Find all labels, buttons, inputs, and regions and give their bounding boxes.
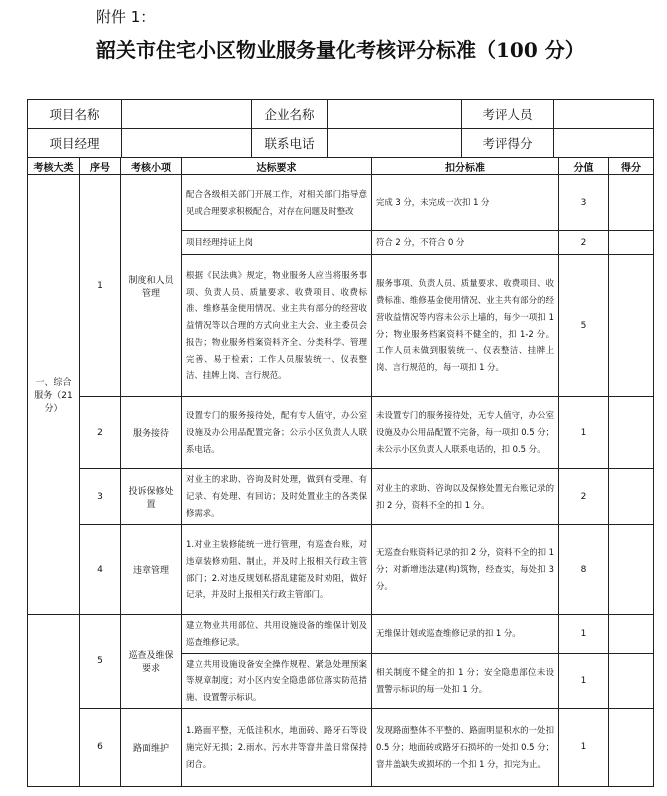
table-header-row [28,158,654,175]
col-score: 得分 [609,158,654,175]
points-value: 3 [559,175,609,231]
col-points: 分值 [559,158,609,175]
deduction-text: 符合 2 分，不符合 0 分 [372,231,559,255]
table-row [28,525,654,615]
project-manager-label: 项目经理 [28,129,122,158]
item-name: 投诉保修处置 [121,469,182,525]
col-deduction: 扣分标准 [372,158,559,175]
points-value: 2 [559,231,609,255]
item-name: 巡查及维保要求 [121,615,182,709]
phone-label: 联系电话 [252,129,328,158]
row-number: 4 [80,525,121,615]
score-input[interactable] [609,615,654,654]
company-name-field[interactable] [328,100,462,129]
col-no: 序号 [80,158,121,175]
score-input[interactable] [609,255,654,397]
category-cell-empty [28,615,80,787]
row-number: 2 [80,397,121,469]
project-manager-field[interactable] [122,129,252,158]
requirement-text: 设置专门的服务接待处，配有专人值守，办公室设施及办公用品配置完备；公示小区负责人人联系电话。 [182,397,372,469]
points-value: 1 [559,653,609,708]
table-row [28,615,654,654]
page-title: 韶关市住宅小区物业服务量化考核评分标准（100 分） [96,38,585,62]
info-table [27,99,654,158]
deduction-text: 未设置专门的服务接待处，无专人值守，办公室设施及办公用品配置不完备，每一项扣 0.5 分；未公示小区负责人人联系电话的，扣 0.5 分。 [372,397,559,469]
annex-label: 附件 1： [96,8,156,26]
reviewer-field[interactable] [554,100,654,129]
project-name-label: 项目名称 [28,100,122,129]
table-row [28,469,654,525]
info-row [28,100,654,129]
score-label: 考评得分 [462,129,554,158]
item-name: 服务接待 [121,397,182,469]
deduction-text: 完成 3 分，未完成一次扣 1 分 [372,175,559,231]
requirement-text: 建立共用设施设备安全操作规程、紧急处理预案等规章制度；对小区内安全隐患部位落实防范措施、设置警示标识。 [182,653,372,708]
points-value: 1 [559,615,609,654]
requirement-text: 1.对业主装修能统一进行管理，有巡查台账，对违章装修劝阻、制止，并及时上报相关行政主管部门；2.对违反规划私搭乱建能及时劝阻，做好记录，并及时上报相关行政主管部门。 [182,525,372,615]
item-name: 违章管理 [121,525,182,615]
project-name-field[interactable] [122,100,252,129]
score-input[interactable] [609,397,654,469]
col-item: 考核小项 [121,158,182,175]
col-requirement: 达标要求 [182,158,372,175]
table-row [28,397,654,469]
col-category: 考核大类 [28,158,80,175]
points-value: 1 [559,397,609,469]
info-row [28,129,654,158]
row-number: 1 [80,175,121,397]
item-name: 路面维护 [121,708,182,786]
item-name: 制度和人员管理 [121,175,182,397]
phone-field[interactable] [328,129,462,158]
row-number: 6 [80,708,121,786]
deduction-text: 相关制度不健全的扣 1 分；安全隐患部位未设置警示标识的每一处扣 1 分。 [372,653,559,708]
deduction-text: 发现路面整体不平整的、路面明显积水的一处扣 0.5 分；地面砖或路牙石损坏的一处扣 0.5 分；窨井盖缺失或损坏的一个扣 1 分，扣完为止。 [372,708,559,786]
score-input[interactable] [609,708,654,786]
points-value: 1 [559,708,609,786]
deduction-text: 无维保计划或巡查维修记录的扣 1 分。 [372,615,559,654]
score-input[interactable] [609,525,654,615]
requirement-text: 1.路面平整，无低洼积水，地面砖、路牙石等设施完好无损；2.雨水、污水井等窨井盖日常保持闭合。 [182,708,372,786]
score-input[interactable] [609,231,654,255]
company-name-label: 企业名称 [252,100,328,129]
table-row [28,175,654,231]
deduction-text: 无巡查台账资料记录的扣 2 分，资料不全的扣 1 分；对新增违法建(构)筑物，经查实，每处扣 3 分。 [372,525,559,615]
table-row [28,708,654,786]
points-value: 8 [559,525,609,615]
requirement-text: 配合各级相关部门开展工作，对相关部门指导意见或合理要求积极配合，对存在问题及时整改 [182,175,372,231]
score-field[interactable] [554,129,654,158]
score-input[interactable] [609,175,654,231]
requirement-text: 建立物业共用部位、共用设施设备的维保计划及巡查维修记录。 [182,615,372,654]
row-number: 3 [80,469,121,525]
category-cell: 一、综合服务（21分） [28,175,80,615]
reviewer-label: 考评人员 [462,100,554,129]
scoring-table [27,157,654,787]
score-input[interactable] [609,469,654,525]
requirement-text: 对业主的求助、咨询及时处理，做到有受理、有记录、有处理、有回访；及时处置业主的各类保修需求。 [182,469,372,525]
points-value: 5 [559,255,609,397]
requirement-text: 根据《民法典》规定，物业服务人应当将服务事项、负责人员、质量要求、收费项目、收费标准、维修基金使用情况、业主共有部分的经营收益情况等以合理的方式向业主大会、业主委员会报告；物业服务档案资料齐全、分类科学、管理完善、易于检索；工作人员服装统一、仪表整洁、挂牌上岗、言行规范。 [182,255,372,397]
row-number: 5 [80,615,121,709]
deduction-text: 对业主的求助、咨询以及保修处置无台账记录的扣 2 分，资料不全的扣 1 分。 [372,469,559,525]
points-value: 2 [559,469,609,525]
requirement-text: 项目经理持证上岗 [182,231,372,255]
score-input[interactable] [609,653,654,708]
deduction-text: 服务事项、负责人员、质量要求、收费项目、收费标准、维修基金使用情况、业主共有部分的经营收益情况等内容未公示上墙的，每少一项扣 1 分；物业服务档案资料不健全的，扣 1-2 分。工作人员未做到服装统一、仪表整洁、挂牌上岗、言行规范的，每一项扣 1 分。 [372,255,559,397]
